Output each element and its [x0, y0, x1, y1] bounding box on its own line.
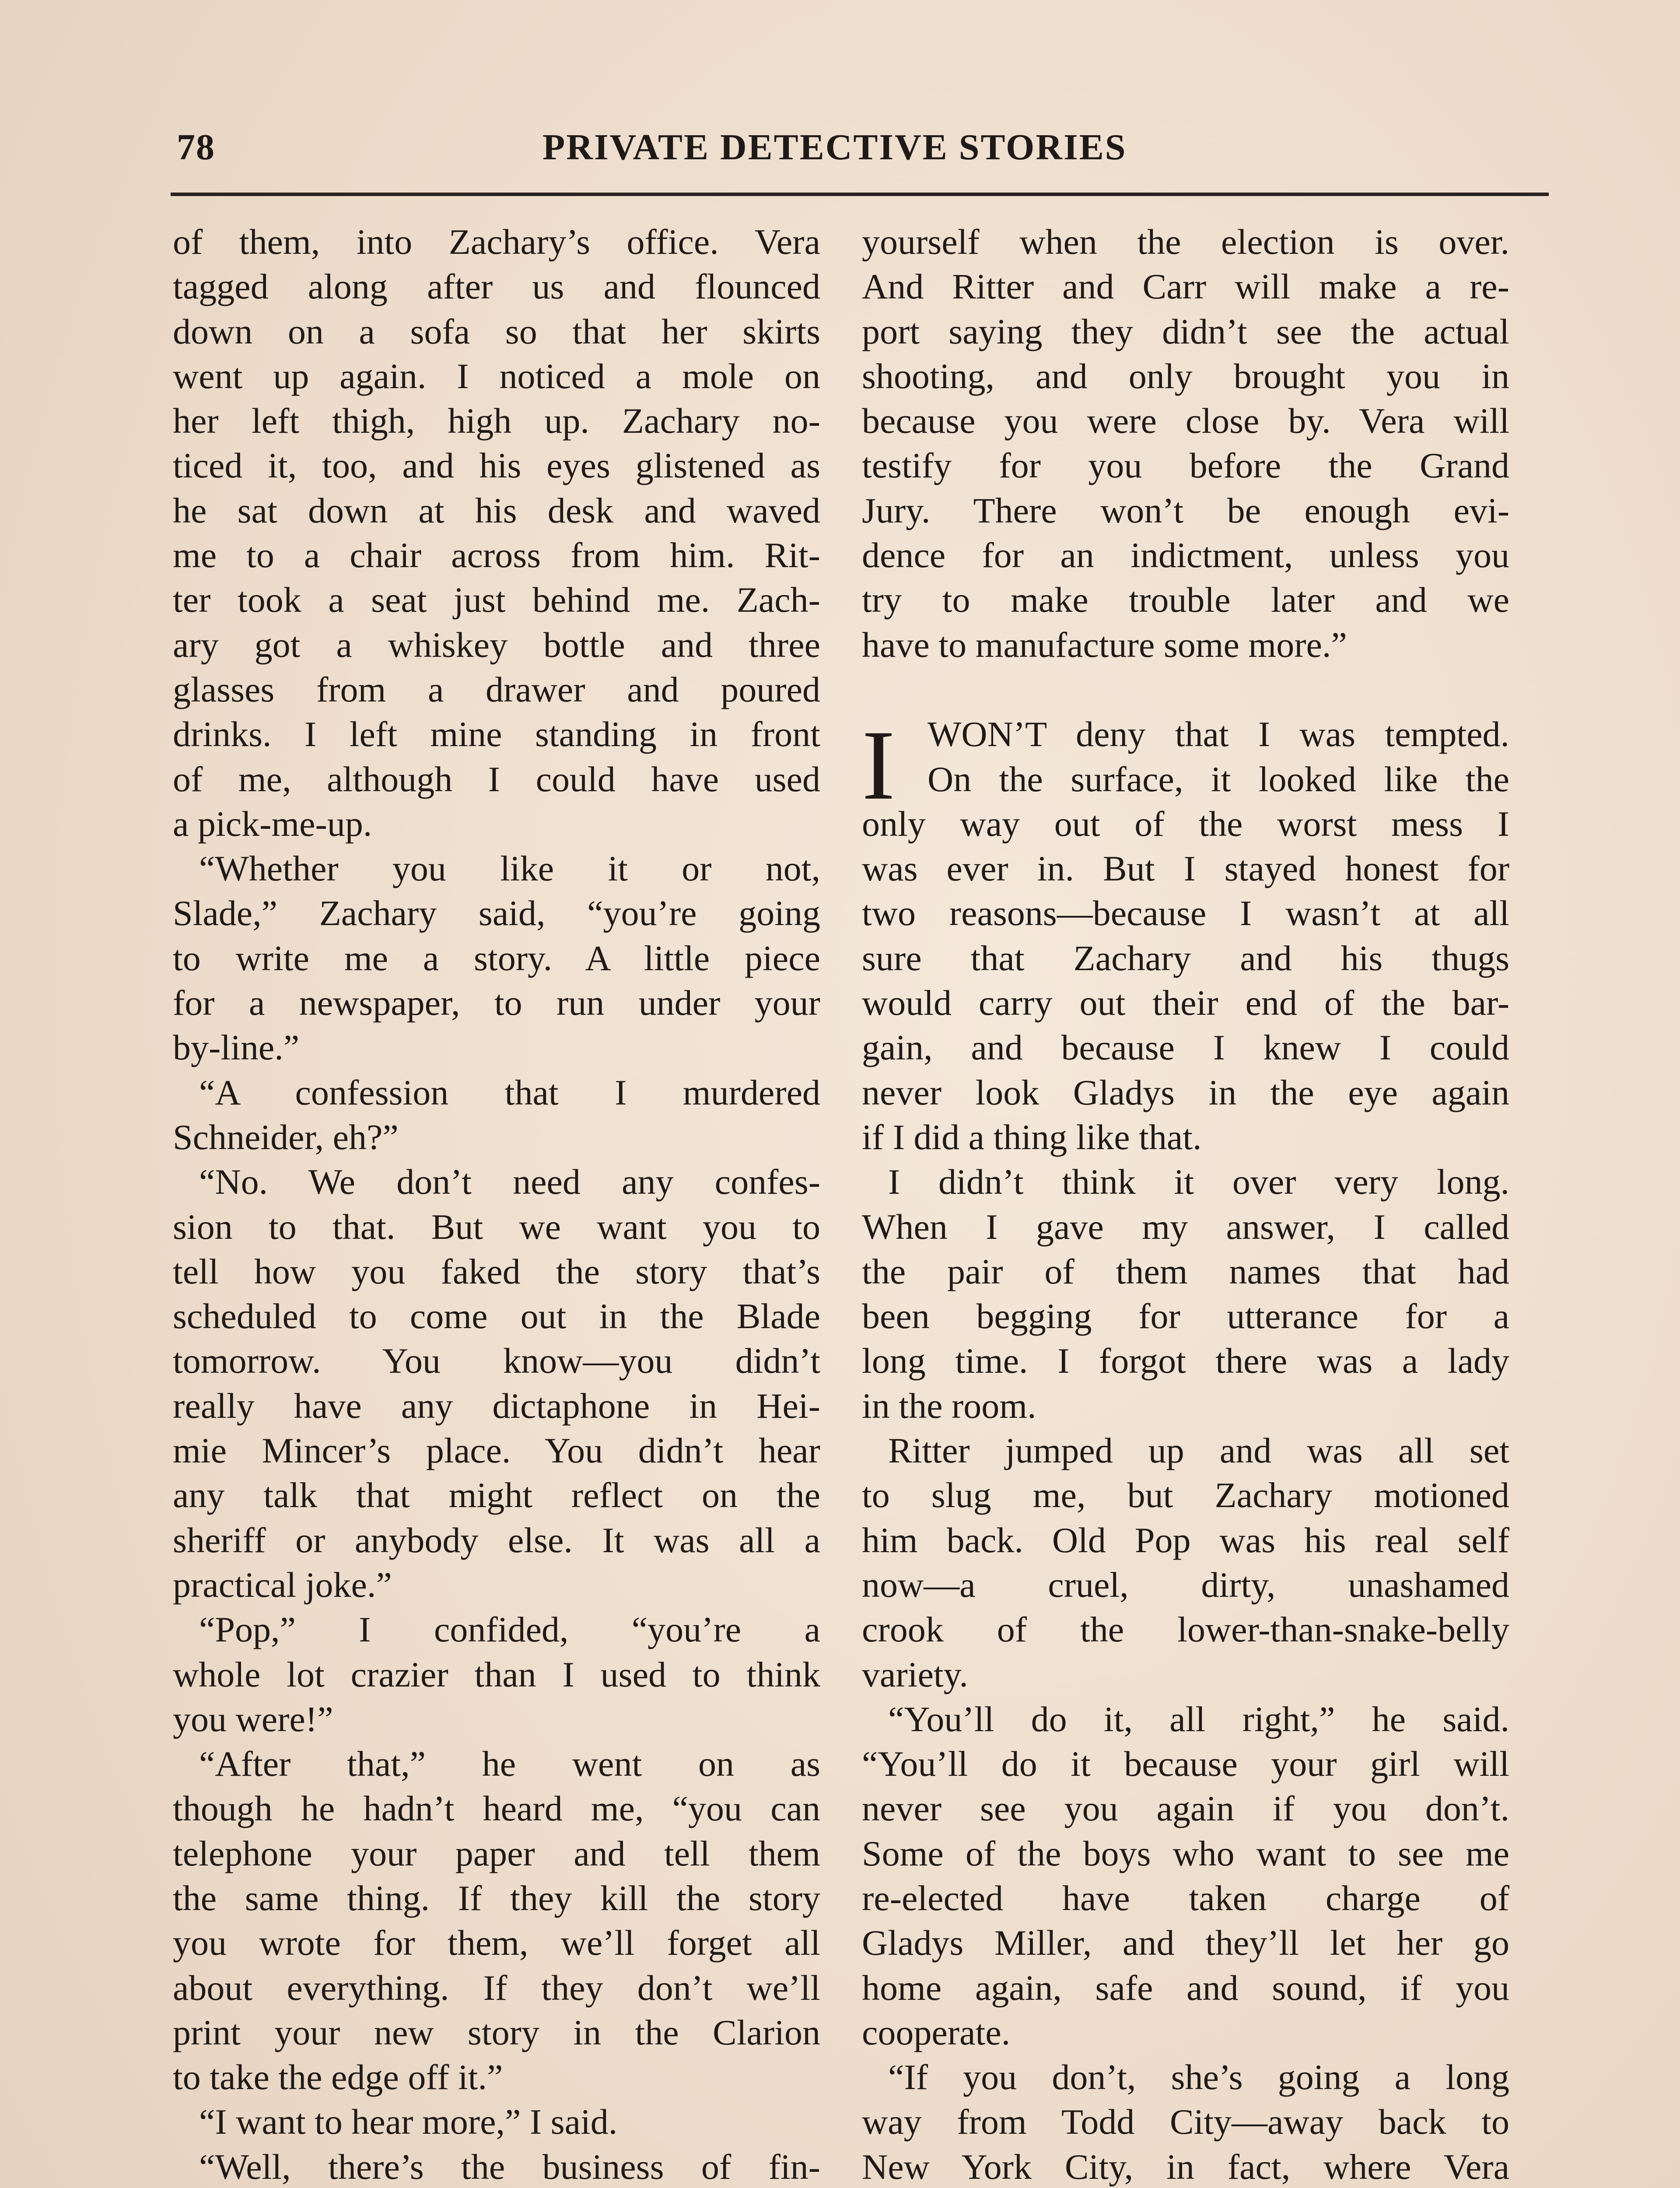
text-line: long time. I forgot there was a lady: [862, 1341, 1509, 1381]
text-line: mie Mincer’s place. You didn’t hear: [173, 1431, 820, 1471]
text-line: dence for an indictment, unless you: [862, 535, 1509, 575]
left-column: [173, 220, 820, 2188]
text-line: really have any dictaphone in Hei-: [173, 1385, 820, 1426]
text-line: would carry out their end of the bar-: [862, 983, 1509, 1023]
text-line: “You’ll do it because your girl will: [862, 1744, 1509, 1784]
text-line: only way out of the worst mess I: [862, 803, 1509, 844]
text-line: never see you again if you don’t.: [862, 1788, 1509, 1829]
text-line: scheduled to come out in the Blade: [173, 1296, 820, 1336]
text-line: print your new story in the Clarion: [173, 2012, 820, 2052]
text-columns: [173, 220, 1547, 2188]
text-line: “I want to hear more,” I said.: [199, 2102, 618, 2142]
text-line: me to a chair across from him. Rit-: [173, 535, 820, 575]
text-line: yourself when the election is over.: [862, 222, 1509, 262]
text-line: Schneider, eh?”: [173, 1117, 399, 1157]
text-line: sheriff or anybody else. It was all a: [173, 1520, 820, 1560]
text-line: “Whether you like it or not,: [199, 849, 820, 889]
running-head: PRIVATE DETECTIVE STORIES: [542, 127, 1127, 168]
text-line: of me, although I could have used: [173, 759, 820, 799]
text-line: the same thing. If they kill the story: [173, 1878, 820, 1918]
text-line: never look Gladys in the eye again: [862, 1072, 1509, 1112]
text-line: you were!”: [173, 1699, 333, 1739]
text-line: was ever in. But I stayed honest for: [862, 849, 1509, 889]
text-line: tell how you faked the story that’s: [173, 1251, 820, 1291]
text-line: Some of the boys who want to see me: [862, 1833, 1509, 1873]
text-line: for a newspaper, to run under your: [173, 983, 820, 1023]
text-line: gain, and because I knew I could: [862, 1027, 1509, 1068]
text-line: I didn’t think it over very long.: [888, 1162, 1509, 1202]
text-line: “After that,” he went on as: [199, 1744, 820, 1784]
text-line: When I gave my answer, I called: [862, 1206, 1509, 1247]
text-line: to take the edge off it.”: [173, 2057, 503, 2097]
text-line: glasses from a drawer and poured: [173, 669, 820, 709]
drop-cap: I: [862, 710, 895, 821]
text-line: On the surface, it looked like the: [928, 759, 1509, 799]
text-line: Jury. There won’t be enough evi-: [862, 490, 1509, 530]
text-line: re-elected have taken charge of: [862, 1878, 1509, 1918]
text-line: variety.: [862, 1654, 968, 1694]
text-line: sure that Zachary and his thugs: [862, 938, 1509, 978]
text-line: WON’T deny that I was tempted.: [928, 714, 1509, 754]
text-line: ary got a whiskey bottle and three: [173, 624, 820, 665]
text-line: to slug me, but Zachary motioned: [862, 1475, 1509, 1515]
text-line: if I did a thing like that.: [862, 1117, 1202, 1157]
text-line: Slade,” Zachary said, “you’re going: [173, 893, 820, 933]
text-line: And Ritter and Carr will make a re-: [862, 266, 1509, 307]
text-line: “A confession that I murdered: [199, 1072, 820, 1112]
right-column: [862, 220, 1509, 2188]
text-line: “You’ll do it, all right,” he said.: [888, 1699, 1509, 1739]
text-line: a pick-me-up.: [173, 803, 372, 844]
text-line: her left thigh, high up. Zachary no-: [173, 401, 820, 441]
text-line: Gladys Miller, and they’ll let her go: [862, 1923, 1509, 1963]
text-line: whole lot crazier than I used to think: [173, 1654, 820, 1694]
text-line: you wrote for them, we’ll forget all: [173, 1923, 820, 1963]
text-line: “No. We don’t need any confes-: [199, 1162, 820, 1202]
text-line: by-line.”: [173, 1027, 300, 1068]
text-line: in the room.: [862, 1385, 1036, 1426]
text-line: any talk that might reflect on the: [173, 1475, 820, 1515]
text-line: ter took a seat just behind me. Zach-: [173, 580, 820, 620]
text-line: “Pop,” I confided, “you’re a: [199, 1609, 820, 1650]
text-line: about everything. If they don’t we’ll: [173, 1967, 820, 2008]
text-line: port saying they didn’t see the actual: [862, 311, 1509, 351]
text-line: though he hadn’t heard me, “you can: [173, 1788, 820, 1829]
text-line: because you were close by. Vera will: [862, 401, 1509, 441]
text-line: home again, safe and sound, if you: [862, 1967, 1509, 2008]
text-line: crook of the lower-than-snake-belly: [862, 1609, 1509, 1650]
text-line: shooting, and only brought you in: [862, 356, 1509, 396]
text-line: the pair of them names that had: [862, 1251, 1509, 1291]
text-line: New York City, in fact, where Vera: [862, 2146, 1509, 2187]
text-line: “If you don’t, she’s going a long: [888, 2057, 1509, 2097]
text-line: him back. Old Pop was his real self: [862, 1520, 1509, 1560]
text-line: have to manufacture some more.”: [862, 624, 1347, 665]
text-line: testify for you before the Grand: [862, 445, 1509, 486]
text-line: two reasons—because I wasn’t at all: [862, 893, 1509, 933]
text-line: telephone your paper and tell them: [173, 1833, 820, 1873]
text-line: practical joke.”: [173, 1564, 392, 1605]
text-line: of them, into Zachary’s office. Vera: [173, 222, 820, 262]
header-rule: [171, 193, 1549, 196]
text-line: now—a cruel, dirty, unashamed: [862, 1564, 1509, 1605]
text-line: been begging for utterance for a: [862, 1296, 1509, 1336]
text-line: went up again. I noticed a mole on: [173, 356, 820, 396]
page-header: [171, 118, 1544, 175]
text-line: tagged along after us and flounced: [173, 266, 820, 307]
text-line: tomorrow. You know—you didn’t: [173, 1341, 820, 1381]
text-line: Ritter jumped up and was all set: [888, 1431, 1509, 1471]
text-line: try to make trouble later and we: [862, 580, 1509, 620]
text-line: sion to that. But we want you to: [173, 1206, 820, 1247]
page-number: 78: [177, 127, 215, 168]
text-line: he sat down at his desk and waved: [173, 490, 820, 530]
text-line: [862, 667, 1509, 712]
text-line: down on a sofa so that her skirts: [173, 311, 820, 351]
text-line: cooperate.: [862, 2012, 1011, 2052]
text-line: way from Todd City—away back to: [862, 2102, 1509, 2142]
text-line: to write me a story. A little piece: [173, 938, 820, 978]
text-line: ticed it, too, and his eyes glistened as: [173, 445, 820, 486]
text-line: drinks. I left mine standing in front: [173, 714, 820, 754]
text-line: “Well, there’s the business of fin-: [199, 2146, 820, 2187]
